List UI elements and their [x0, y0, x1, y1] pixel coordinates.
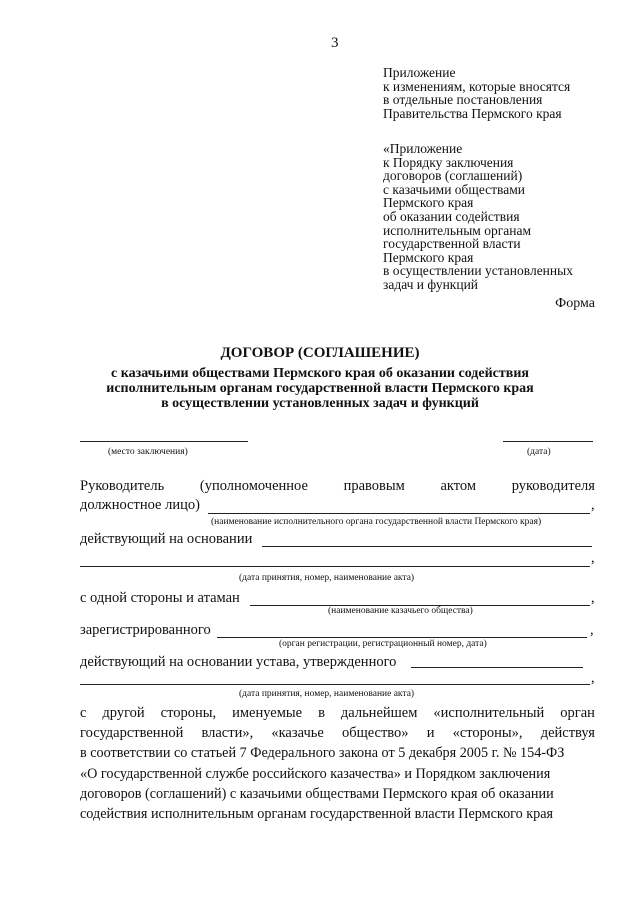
leader-word: (уполномоченное — [199, 478, 308, 494]
body-line-3: в соответствии со статьей 7 Федерального закона от 5 декабря 2005 г. № 154-ФЗ — [80, 745, 565, 761]
act-caption-1: (дата принятия, номер, наименование акта) — [239, 573, 415, 583]
body-word: «стороны», — [452, 725, 523, 741]
leader-row — [80, 478, 595, 495]
appendix-order-line: задач и функций — [383, 276, 479, 292]
body-line-1 — [80, 705, 595, 722]
leader-word: правовым — [343, 478, 405, 494]
body-line-4: «О государственной службе российского казачества» и Порядком заключения — [80, 766, 551, 782]
body-word: «казачье — [271, 725, 324, 741]
date-line — [503, 441, 593, 442]
appendix-order-line: Пермского края — [383, 195, 474, 211]
document-subtitle — [0, 366, 640, 411]
comma: , — [591, 550, 595, 566]
body-word: стороны, — [160, 705, 217, 721]
ataman-label: с одной стороны и атаман — [80, 590, 240, 606]
appendix-top-block — [383, 66, 570, 120]
body-word: действуя — [540, 725, 595, 741]
appendix-top-line: в отдельные постановления — [383, 92, 543, 108]
subtitle-line: в осуществлении установленных задач и функций — [161, 396, 479, 411]
body-word: орган — [560, 705, 595, 721]
date-caption: (дата) — [527, 447, 551, 457]
appendix-top-line: к изменениям, которые вносятся — [383, 78, 571, 94]
appendix-order-line: в осуществлении установленных — [383, 263, 573, 279]
authority-line — [208, 513, 590, 514]
act-line-1 — [80, 566, 590, 567]
subtitle-line: исполнительным органам государственной власти Пермского края — [106, 381, 534, 396]
subtitle-line: с казачьими обществами Пермского края об оказании содействия — [111, 366, 529, 381]
body-word: дальнейшем — [340, 705, 418, 721]
registration-line — [217, 637, 587, 638]
body-word: «исполнительный — [433, 705, 545, 721]
form-label: Форма — [555, 296, 595, 311]
appendix-order-line: с казачьими обществами — [383, 181, 526, 197]
place-caption: (место заключения) — [108, 447, 188, 457]
appendix-order-line: договоров (соглашений) — [383, 168, 523, 184]
charter-label: действующий на основании устава, утвержденного — [80, 654, 397, 670]
body-word: именуемые — [232, 705, 303, 721]
comma: , — [591, 670, 595, 686]
body-word: общество» — [341, 725, 409, 741]
appendix-order-line: государственной власти — [383, 236, 521, 252]
charter-line — [411, 667, 583, 668]
official-label: должностное лицо) — [80, 497, 200, 513]
comma: , — [590, 622, 594, 638]
acting-basis-label: действующий на основании — [80, 531, 253, 547]
body-line-6: содействия исполнительным органам государственной власти Пермского края — [80, 806, 554, 822]
appendix-order-line: «Приложение — [383, 141, 463, 156]
registered-label: зарегистрированного — [80, 622, 211, 638]
appendix-order-line: об оказании содействия — [383, 208, 520, 224]
body-word: власти», — [201, 725, 254, 741]
appendix-top-line: Правительства Пермского края — [383, 105, 562, 121]
document-title: ДОГОВОР (СОГЛАШЕНИЕ) — [220, 345, 420, 361]
society-caption: (наименование казачьего общества) — [328, 606, 473, 616]
place-line — [80, 441, 248, 442]
appendix-order-line: Пермского края — [383, 249, 474, 265]
appendix-order-line: к Порядку заключения — [383, 154, 514, 170]
comma: , — [591, 497, 595, 513]
authority-caption: (наименование исполнительного органа государственной власти Пермского края) — [211, 517, 542, 527]
leader-word: руководителя — [511, 478, 595, 494]
body-line-2 — [80, 725, 595, 742]
appendix-order-line: исполнительным органам — [383, 222, 531, 238]
appendix-top-line: Приложение — [383, 65, 456, 80]
body-line-5: договоров (соглашений) с казачьими обществами Пермского края об оказании — [80, 786, 554, 802]
body-word: другой — [102, 705, 145, 721]
basis-line — [262, 546, 592, 547]
appendix-order-block — [383, 142, 573, 292]
act-caption-2: (дата принятия, номер, наименование акта) — [239, 689, 415, 699]
leader-word: актом — [440, 478, 477, 494]
act-line-2 — [80, 684, 590, 685]
body-word: с — [80, 705, 87, 721]
body-word: и — [426, 725, 435, 741]
body-word: государственной — [80, 725, 184, 741]
page-number: 3 — [331, 35, 339, 51]
leader-word: Руководитель — [80, 478, 165, 494]
body-word: в — [318, 705, 325, 721]
registration-caption: (орган регистрации, регистрационный номер, дата) — [279, 639, 487, 649]
comma: , — [591, 590, 595, 606]
